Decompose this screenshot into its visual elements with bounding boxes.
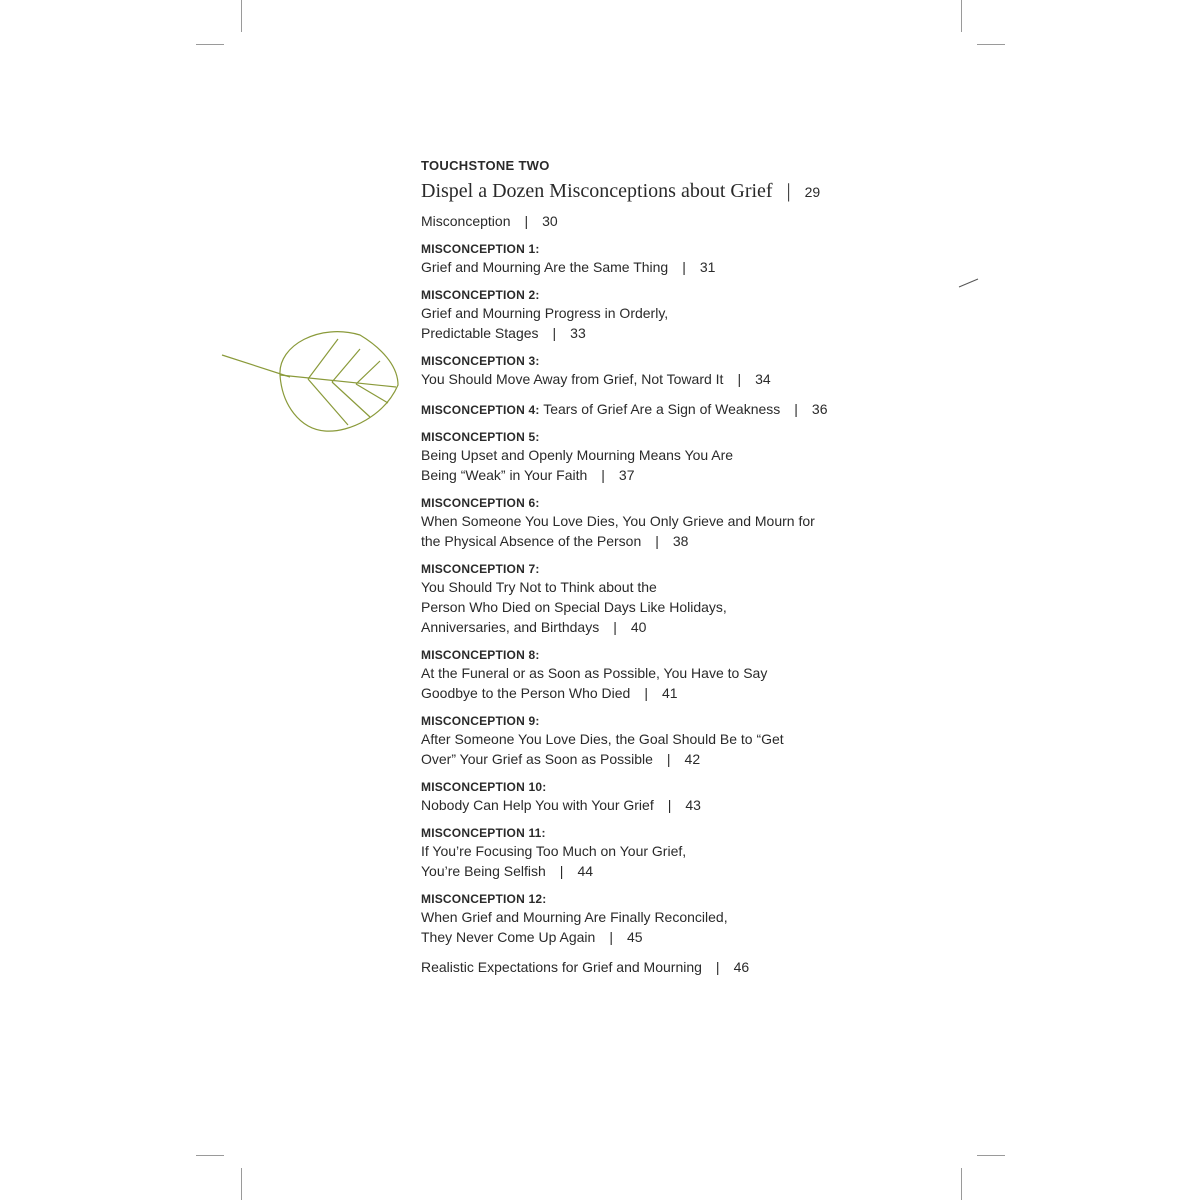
toc-entry [421,561,901,637]
toc-entry-label: MISCONCEPTION 1: [421,242,540,256]
toc-closing [421,957,901,977]
toc-entry-line [421,907,901,927]
separator: | [559,863,564,879]
toc-entry-label: MISCONCEPTION 9: [421,714,540,728]
toc-entry [421,825,901,881]
toc-entry-line [421,617,901,637]
separator: | [613,619,617,635]
toc-intro [421,211,901,231]
toc-entry-text: the Physical Absence of the Person [421,533,642,549]
toc-entry-text: You Should Try Not to Think about the [421,579,657,595]
toc-entry [421,891,901,947]
toc-entry [421,353,901,389]
toc-entry-text: Predictable Stages [421,325,539,341]
page-number: 36 [811,401,828,417]
toc-entry [421,429,901,485]
crop-mark-top-left-h [196,44,224,45]
toc-entry [421,647,901,703]
toc-entry-line [421,257,901,277]
toc-entry-line [421,927,901,947]
separator: | [524,213,529,229]
separator: | [666,751,671,767]
page-number: 37 [618,467,635,483]
page-number: 41 [661,685,678,701]
toc-entry-text: Tears of Grief Are a Sign of Weakness [543,401,781,417]
separator: | [786,180,791,202]
separator: | [609,929,613,945]
toc-entry [421,779,901,815]
toc-entry-line [421,729,901,749]
separator: | [682,259,686,275]
page-number: 45 [626,929,643,945]
toc-entry-text: You’re Being Selfish [421,863,546,879]
toc-entry-line [421,465,901,485]
page-number: 43 [685,797,701,813]
separator: | [715,959,720,975]
toc-entry-line [421,323,901,343]
toc-entry-text: Grief and Mourning Progress in Orderly, [421,305,669,321]
toc-entry-line [421,861,901,881]
separator: | [655,533,659,549]
page-number: 34 [755,371,771,387]
separator: | [552,325,557,341]
toc-entry-text: Over” Your Grief as Soon as Possible [421,751,653,767]
toc-entry-text: Nobody Can Help You with Your Grief [421,797,654,813]
crop-mark-top-right [961,0,962,32]
toc-entry [421,241,901,277]
toc-entry-line [421,795,901,815]
page-number: 44 [577,863,594,879]
toc-entry-line [421,683,901,703]
toc-entry-text: They Never Come Up Again [421,929,596,945]
toc-entry-text: At the Funeral or as Soon as Possible, You Have to Say [421,665,768,681]
toc-entry-line [421,511,901,531]
toc-entry-line [421,303,901,323]
toc-entry-line [421,597,901,617]
separator: | [737,371,742,387]
page-number: 42 [684,751,701,767]
toc-entry-label: MISCONCEPTION 10: [421,780,547,794]
toc-entry [421,495,901,551]
section-label: TOUCHSTONE TWO [421,158,550,173]
page-number: 33 [570,325,586,341]
crop-mark-top-left [241,0,242,32]
toc-entry-line [421,749,901,769]
intro-text: Misconception [421,213,511,229]
toc-entry [421,399,901,419]
leaf-stem-icon [958,277,980,289]
toc-entry [421,287,901,343]
toc-entry-text: Anniversaries, and Birthdays [421,619,600,635]
leaf-icon [220,325,405,435]
toc-entry-line [421,445,901,465]
page-number: 46 [733,959,750,975]
toc-entry-text: When Someone You Love Dies, You Only Grieve and Mourn for [421,513,815,529]
toc-entry-text: You Should Move Away from Grief, Not Toward It [421,371,724,387]
toc-entry-label: MISCONCEPTION 6: [421,496,540,510]
crop-mark-bottom-left [241,1168,242,1200]
page-number: 38 [672,533,689,549]
toc-entry-text: After Someone You Love Dies, the Goal Should Be to “Get [421,731,784,747]
toc-entry-text: When Grief and Mourning Are Finally Reconciled, [421,909,728,925]
closing-text: Realistic Expectations for Grief and Mourning [421,959,702,975]
toc-entry-text: Being “Weak” in Your Faith [421,467,588,483]
section-title [421,178,901,205]
toc-entry-label: MISCONCEPTION 3: [421,354,540,368]
toc-entry-label: MISCONCEPTION 12: [421,892,547,906]
page-number: 30 [542,213,558,229]
page-number: 31 [699,259,716,275]
separator: | [601,467,605,483]
misconception-list [421,241,901,947]
toc-entry [421,713,901,769]
toc-entry-line [421,369,901,389]
toc-entry-line [421,531,901,551]
separator: | [644,685,648,701]
toc-entry-label: MISCONCEPTION 2: [421,288,540,302]
toc-entry-label: MISCONCEPTION 7: [421,562,540,576]
separator: | [667,797,672,813]
toc-entry-line [421,577,901,597]
toc-entry-label: MISCONCEPTION 5: [421,430,540,444]
toc-entry-label: MISCONCEPTION 8: [421,648,540,662]
page-number: 29 [804,184,821,200]
toc-entry-text: Person Who Died on Special Days Like Holidays, [421,599,727,615]
toc-entry-line [421,841,901,861]
toc-entry-line [421,399,901,419]
page-number: 40 [630,619,647,635]
crop-mark-bottom-right-h [977,1155,1005,1156]
toc-entry-line [421,663,901,683]
toc-entry-label: MISCONCEPTION 4: [421,403,540,417]
separator: | [794,401,798,417]
table-of-contents [421,158,901,987]
toc-entry-text: If You’re Focusing Too Much on Your Grief, [421,843,687,859]
crop-mark-bottom-right [961,1168,962,1200]
toc-entry-text: Grief and Mourning Are the Same Thing [421,259,669,275]
crop-mark-bottom-left-h [196,1155,224,1156]
toc-entry-label: MISCONCEPTION 11: [421,826,546,840]
toc-entry-text: Goodbye to the Person Who Died [421,685,631,701]
toc-entry-text: Being Upset and Openly Mourning Means You Are [421,447,734,463]
crop-mark-top-right-h [977,44,1005,45]
section-title-text: Dispel a Dozen Misconceptions about Grief [421,180,773,202]
